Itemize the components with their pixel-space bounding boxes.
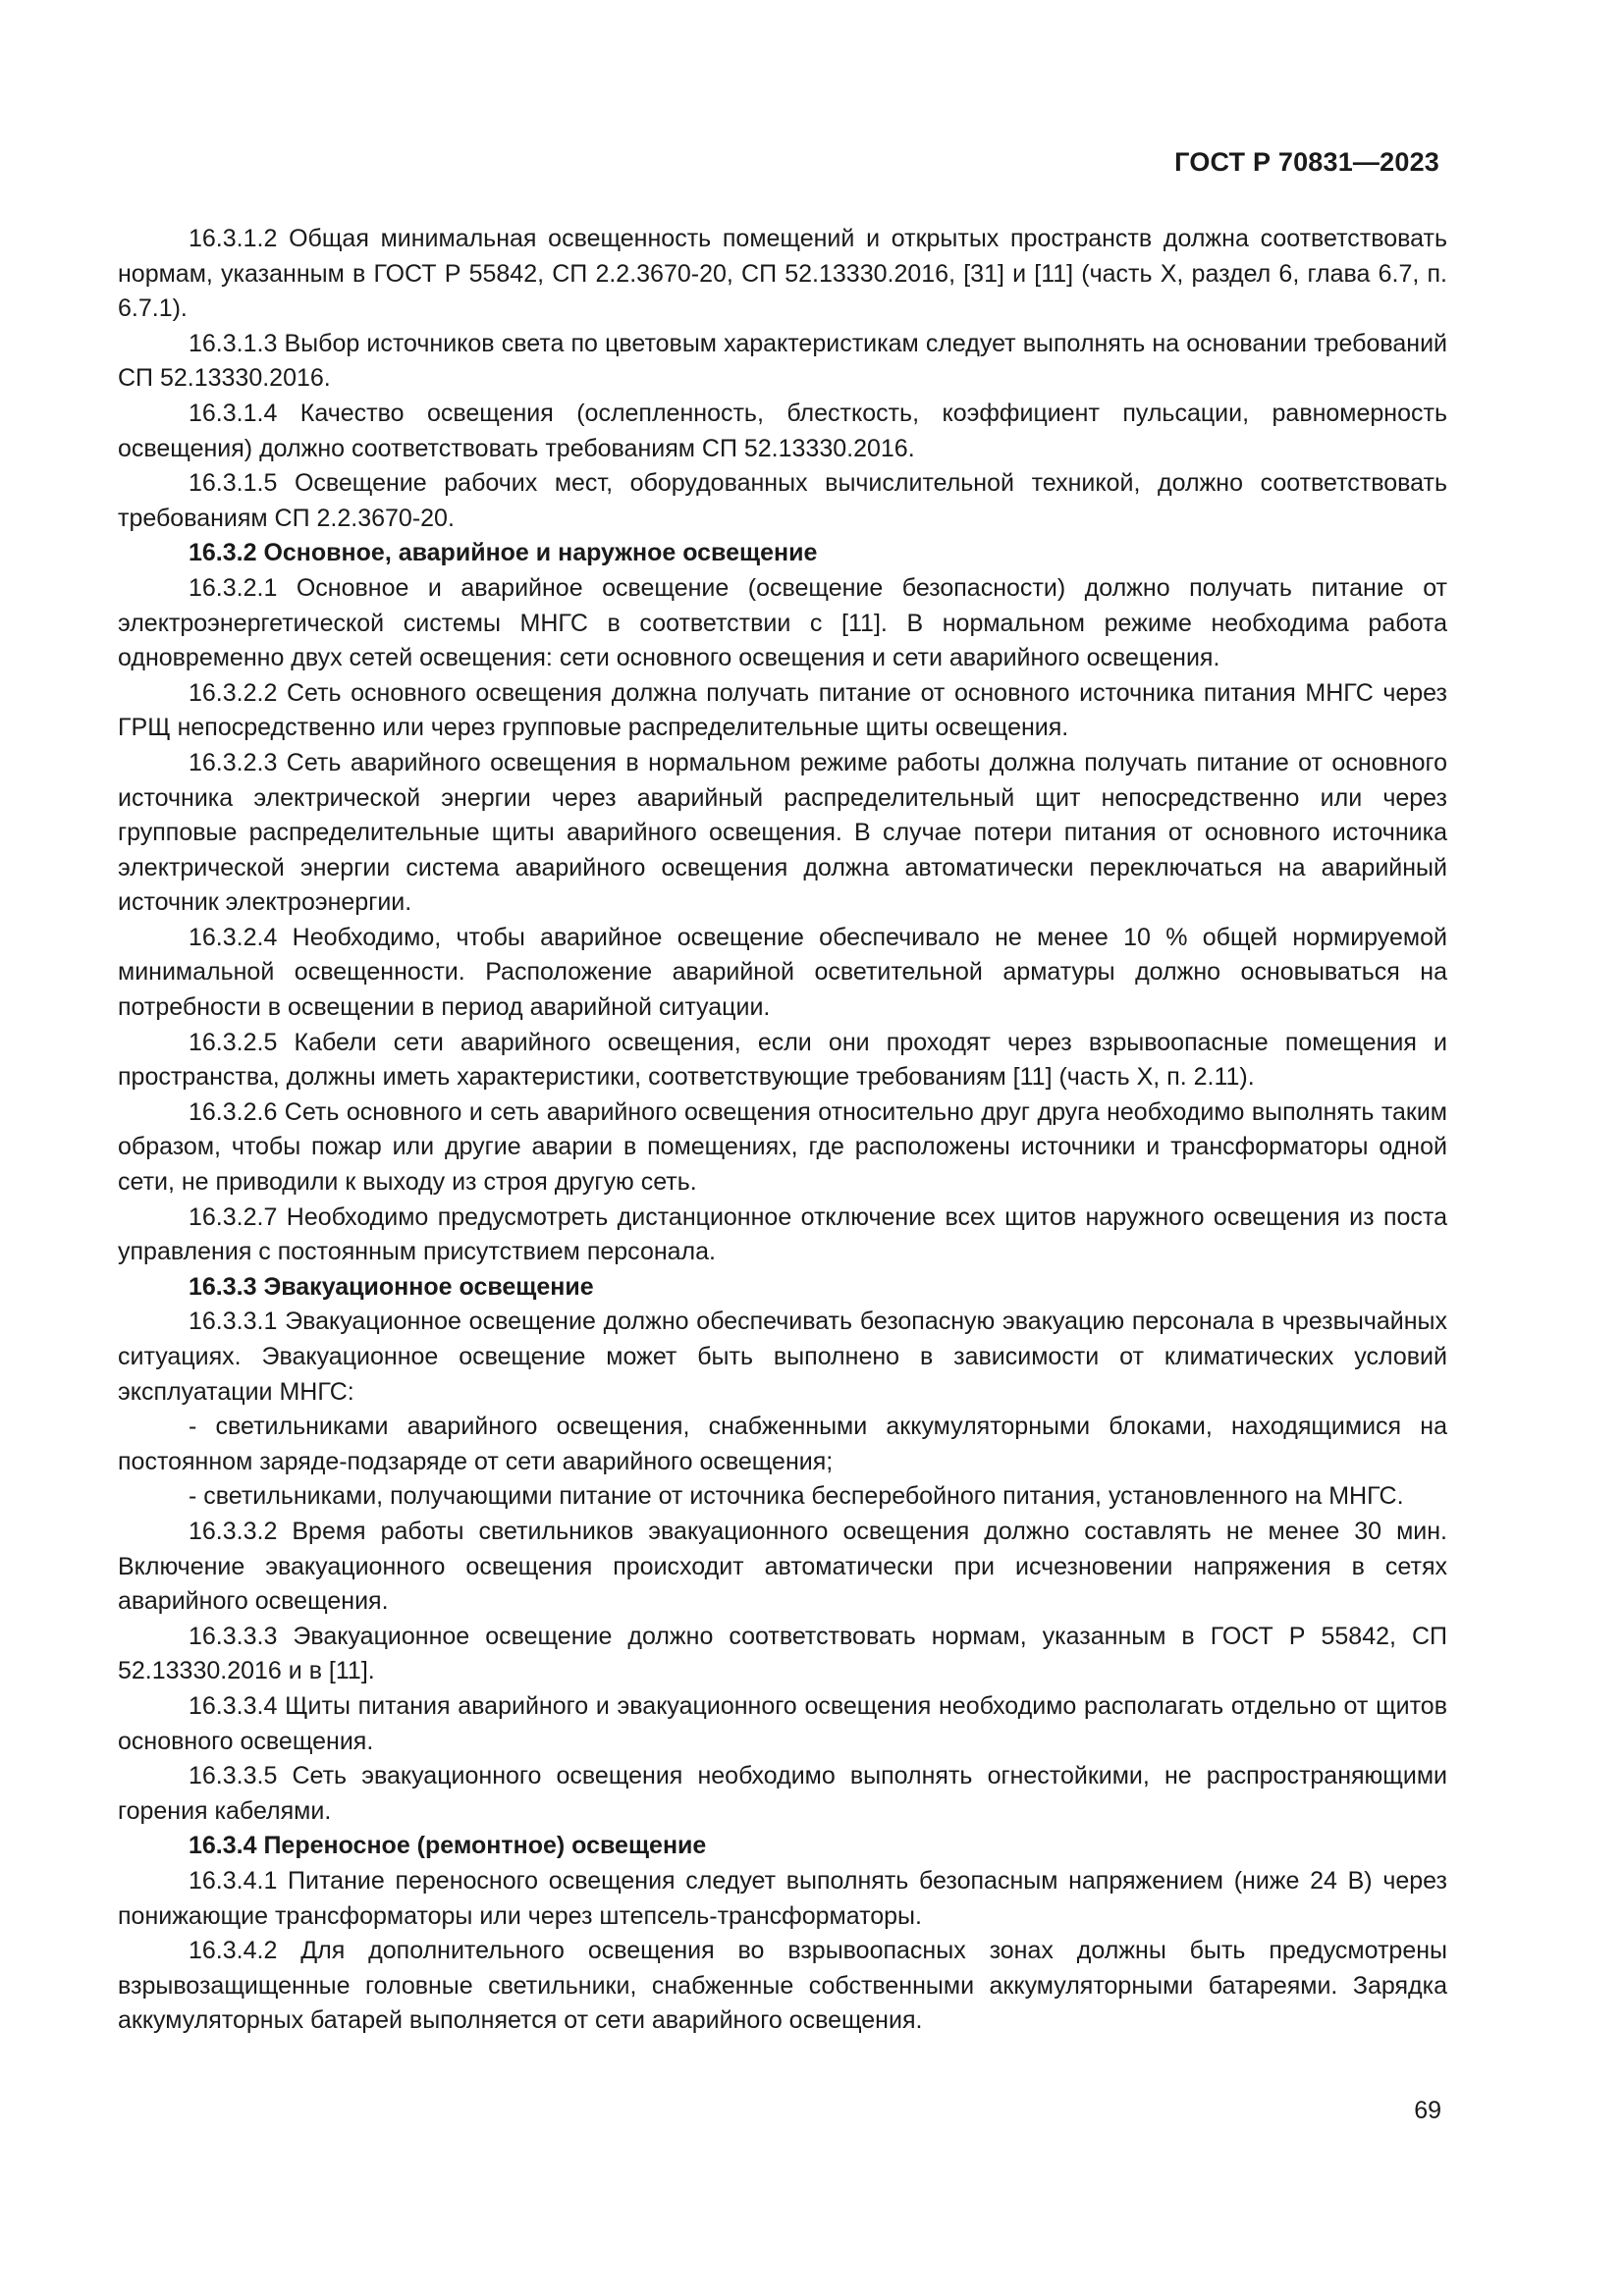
clause-paragraph: 16.3.1.4 Качество освещения (ослепленность, блесткость, коэффициент пульсации, равномерность освещения) должно соответствовать требованиям СП 52.13330.2016. <box>118 399 1447 462</box>
clause-paragraph: 16.3.1.2 Общая минимальная освещенность помещений и открытых пространств должна соответствовать нормам, указанным в ГОСТ Р 55842, СП 2.2.3670-20, СП 52.13330.2016, [31] и [11] (часть X, раздел 6, глава 6.7, п. 6.7.1). <box>118 225 1447 323</box>
clause-paragraph: 16.3.2.1 Основное и аварийное освещение (освещение безопасности) должно получать питание от электроэнергетической системы МНГС в соответствии с [11]. В нормальном режиме необходима работа одновременно двух сетей освещения: сети основного освещения и сети аварийного освещения. <box>118 573 1447 672</box>
clause-paragraph: 16.3.2.6 Сеть основного и сеть аварийного освещения относительно друг друга необходимо выполнять таким образом, чтобы пожар или другие аварии в помещениях, где расположены источники и трансформаторы одной сети, не приводили к выходу из строя другую сеть. <box>118 1097 1447 1197</box>
clause-paragraph: 16.3.3.4 Щиты питания аварийного и эвакуационного освещения необходимо располагать отдельно от щитов основного освещения. <box>118 1691 1447 1755</box>
clause-paragraph: 16.3.2.7 Необходимо предусмотреть дистанционное отключение всех щитов наружного освещения из поста управления с постоянным присутствием персонала. <box>118 1202 1447 1266</box>
document-body <box>118 222 1447 2039</box>
section-heading: 16.3.4 Переносное (ремонтное) освещение <box>189 1832 707 1860</box>
clause-paragraph: 16.3.3.3 Эвакуационное освещение должно соответствовать нормам, указанным в ГОСТ Р 55842, СП 52.13330.2016 и в [11]. <box>118 1622 1447 1685</box>
clause-paragraph: 16.3.2.3 Сеть аварийного освещения в нормальном режиме работы должна получать питание от основного источника электрической энергии через аварийный распределительный щит непосредственно или через групповые распределительные щиты аварийного освещения. В случае потери питания от основного источника электрической энергии система аварийного освещения должна автоматически переключаться на аварийный источник электроэнергии. <box>118 748 1447 917</box>
list-item: - светильниками аварийного освещения, снабженными аккумуляторными блоками, находящимися на постоянном заряде-подзаряде от сети аварийного освещения; <box>118 1413 1447 1475</box>
clause-paragraph: 16.3.2.5 Кабели сети аварийного освещения, если они проходят через взрывоопасные помещения и пространства, должны иметь характеристики, соответствующие требованиям [11] (часть X, п. 2.11). <box>118 1028 1447 1092</box>
clause-paragraph: 16.3.2.2 Сеть основного освещения должна получать питание от основного источника питания МНГС через ГРЩ непосредственно или через групповые распределительные щиты освещения. <box>118 678 1447 742</box>
page-number: 69 <box>1414 2097 1441 2124</box>
clause-paragraph: 16.3.1.3 Выбор источников света по цветовым характеристикам следует выполнять на основании требований СП 52.13330.2016. <box>118 329 1447 393</box>
clause-paragraph: 16.3.3.1 Эвакуационное освещение должно обеспечивать безопасную эвакуацию персонала в чрезвычайных ситуациях. Эвакуационное освещение может быть выполнено в зависимости от климатических условий эксплуатации МНГС: <box>118 1308 1447 1406</box>
clause-paragraph: 16.3.4.2 Для дополнительного освещения во взрывоопасных зонах должны быть предусмотрены взрывозащищенные головные светильники, снабженные собственными аккумуляторными батареями. Зарядка аккумуляторных батарей выполняется от сети аварийного освещения. <box>118 1937 1447 2035</box>
clause-paragraph: 16.3.3.5 Сеть эвакуационного освещения необходимо выполнять огнестойкими, не распространяющими горения кабелями. <box>118 1762 1447 1825</box>
section-heading: 16.3.3 Эвакуационное освещение <box>189 1272 594 1301</box>
section-heading: 16.3.2 Основное, аварийное и наружное освещение <box>189 539 818 567</box>
document-code-header: ГОСТ Р 70831—2023 <box>1174 147 1439 177</box>
list-item: - светильниками, получающими питание от источника бесперебойного питания, установленного на МНГС. <box>189 1482 1404 1511</box>
clause-paragraph: 16.3.3.2 Время работы светильников эвакуационного освещения должно составлять не менее 30 мин. Включение эвакуационного освещения происходит автоматически при исчезновении напряжения в сетях аварийного освещения. <box>118 1517 1447 1616</box>
clause-paragraph: 16.3.2.4 Необходимо, чтобы аварийное освещение обеспечивало не менее 10 % общей нормируемой минимальной освещенности. Расположение аварийной осветительной арматуры должно основываться на потребности в освещении в период аварийной ситуации. <box>118 923 1447 1022</box>
clause-paragraph: 16.3.1.5 Освещение рабочих мест, оборудованных вычислительной техникой, должно соответствовать требованиям СП 2.2.3670-20. <box>118 469 1447 532</box>
clause-paragraph: 16.3.4.1 Питание переносного освещения следует выполнять безопасным напряжением (ниже 24 В) через понижающие трансформаторы или через штепсель-трансформаторы. <box>118 1866 1447 1930</box>
